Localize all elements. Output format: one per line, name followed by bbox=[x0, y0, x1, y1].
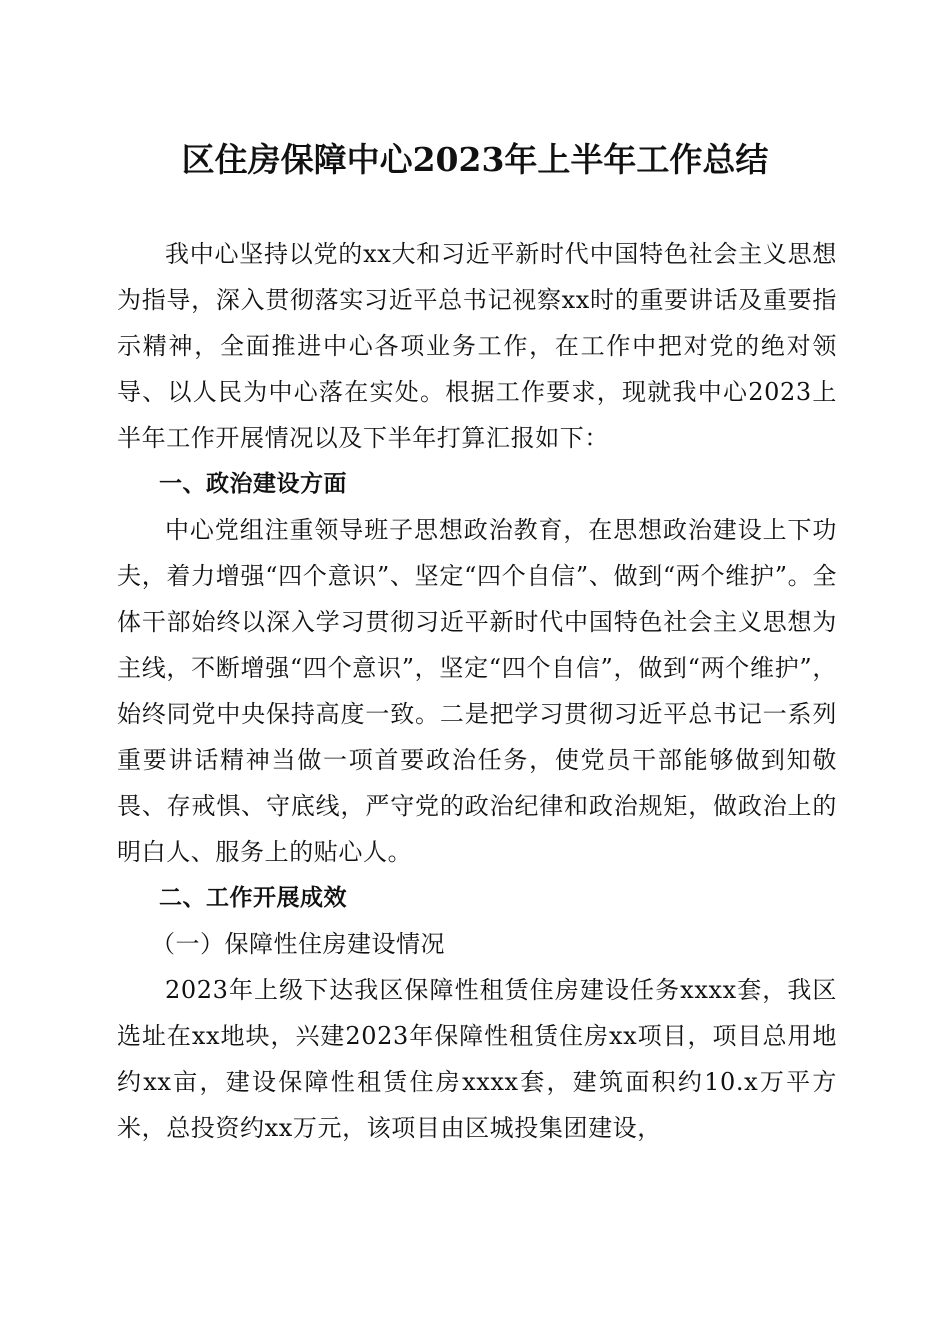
section-heading-results: 二、工作开展成效 bbox=[159, 885, 347, 911]
housing-paragraph: 2023年上级下达我区保障性租赁住房建设任务xxxx套，我区选址在xx地块，兴建2023年保障性租赁住房xx项目，项目总用地约xx亩，建设保障性租赁住房xxxx套，建筑面积约10.x万平方米，总投资约xx万元，该项目由区城投集团建设， bbox=[117, 976, 837, 1142]
document-title: 区住房保障中心2023年上半年工作总结 bbox=[181, 140, 769, 179]
document-body bbox=[117, 231, 837, 1151]
subsection-heading-housing: （一）保障性住房建设情况 bbox=[151, 930, 445, 958]
section-heading-political: 一、政治建设方面 bbox=[159, 471, 347, 497]
intro-paragraph: 我中心坚持以党的xx大和习近平新时代中国特色社会主义思想为指导，深入贯彻落实习近平总书记视察xx时的重要讲话及重要指示精神，全面推进中心各项业务工作，在工作中把对党的绝对领导、以人民为中心落在实处。根据工作要求，现就我中心2023上半年工作开展情况以及下半年打算汇报如下： bbox=[117, 240, 837, 452]
political-paragraph: 中心党组注重领导班子思想政治教育，在思想政治建设上下功夫，着力增强“四个意识”、坚定“四个自信”、做到“两个维护”。全体干部始终以深入学习贯彻习近平新时代中国特色社会主义思想为主线，不断增强“四个意识”，坚定“四个自信”，做到“两个维护”，始终同党中央保持高度一致。二是把学习贯彻习近平总书记一系列重要讲话精神当做一项首要政治任务，使党员干部能够做到知敬畏、存戒惧、守底线，严守党的政治纪律和政治规矩，做政治上的明白人、服务上的贴心人。 bbox=[117, 516, 837, 866]
